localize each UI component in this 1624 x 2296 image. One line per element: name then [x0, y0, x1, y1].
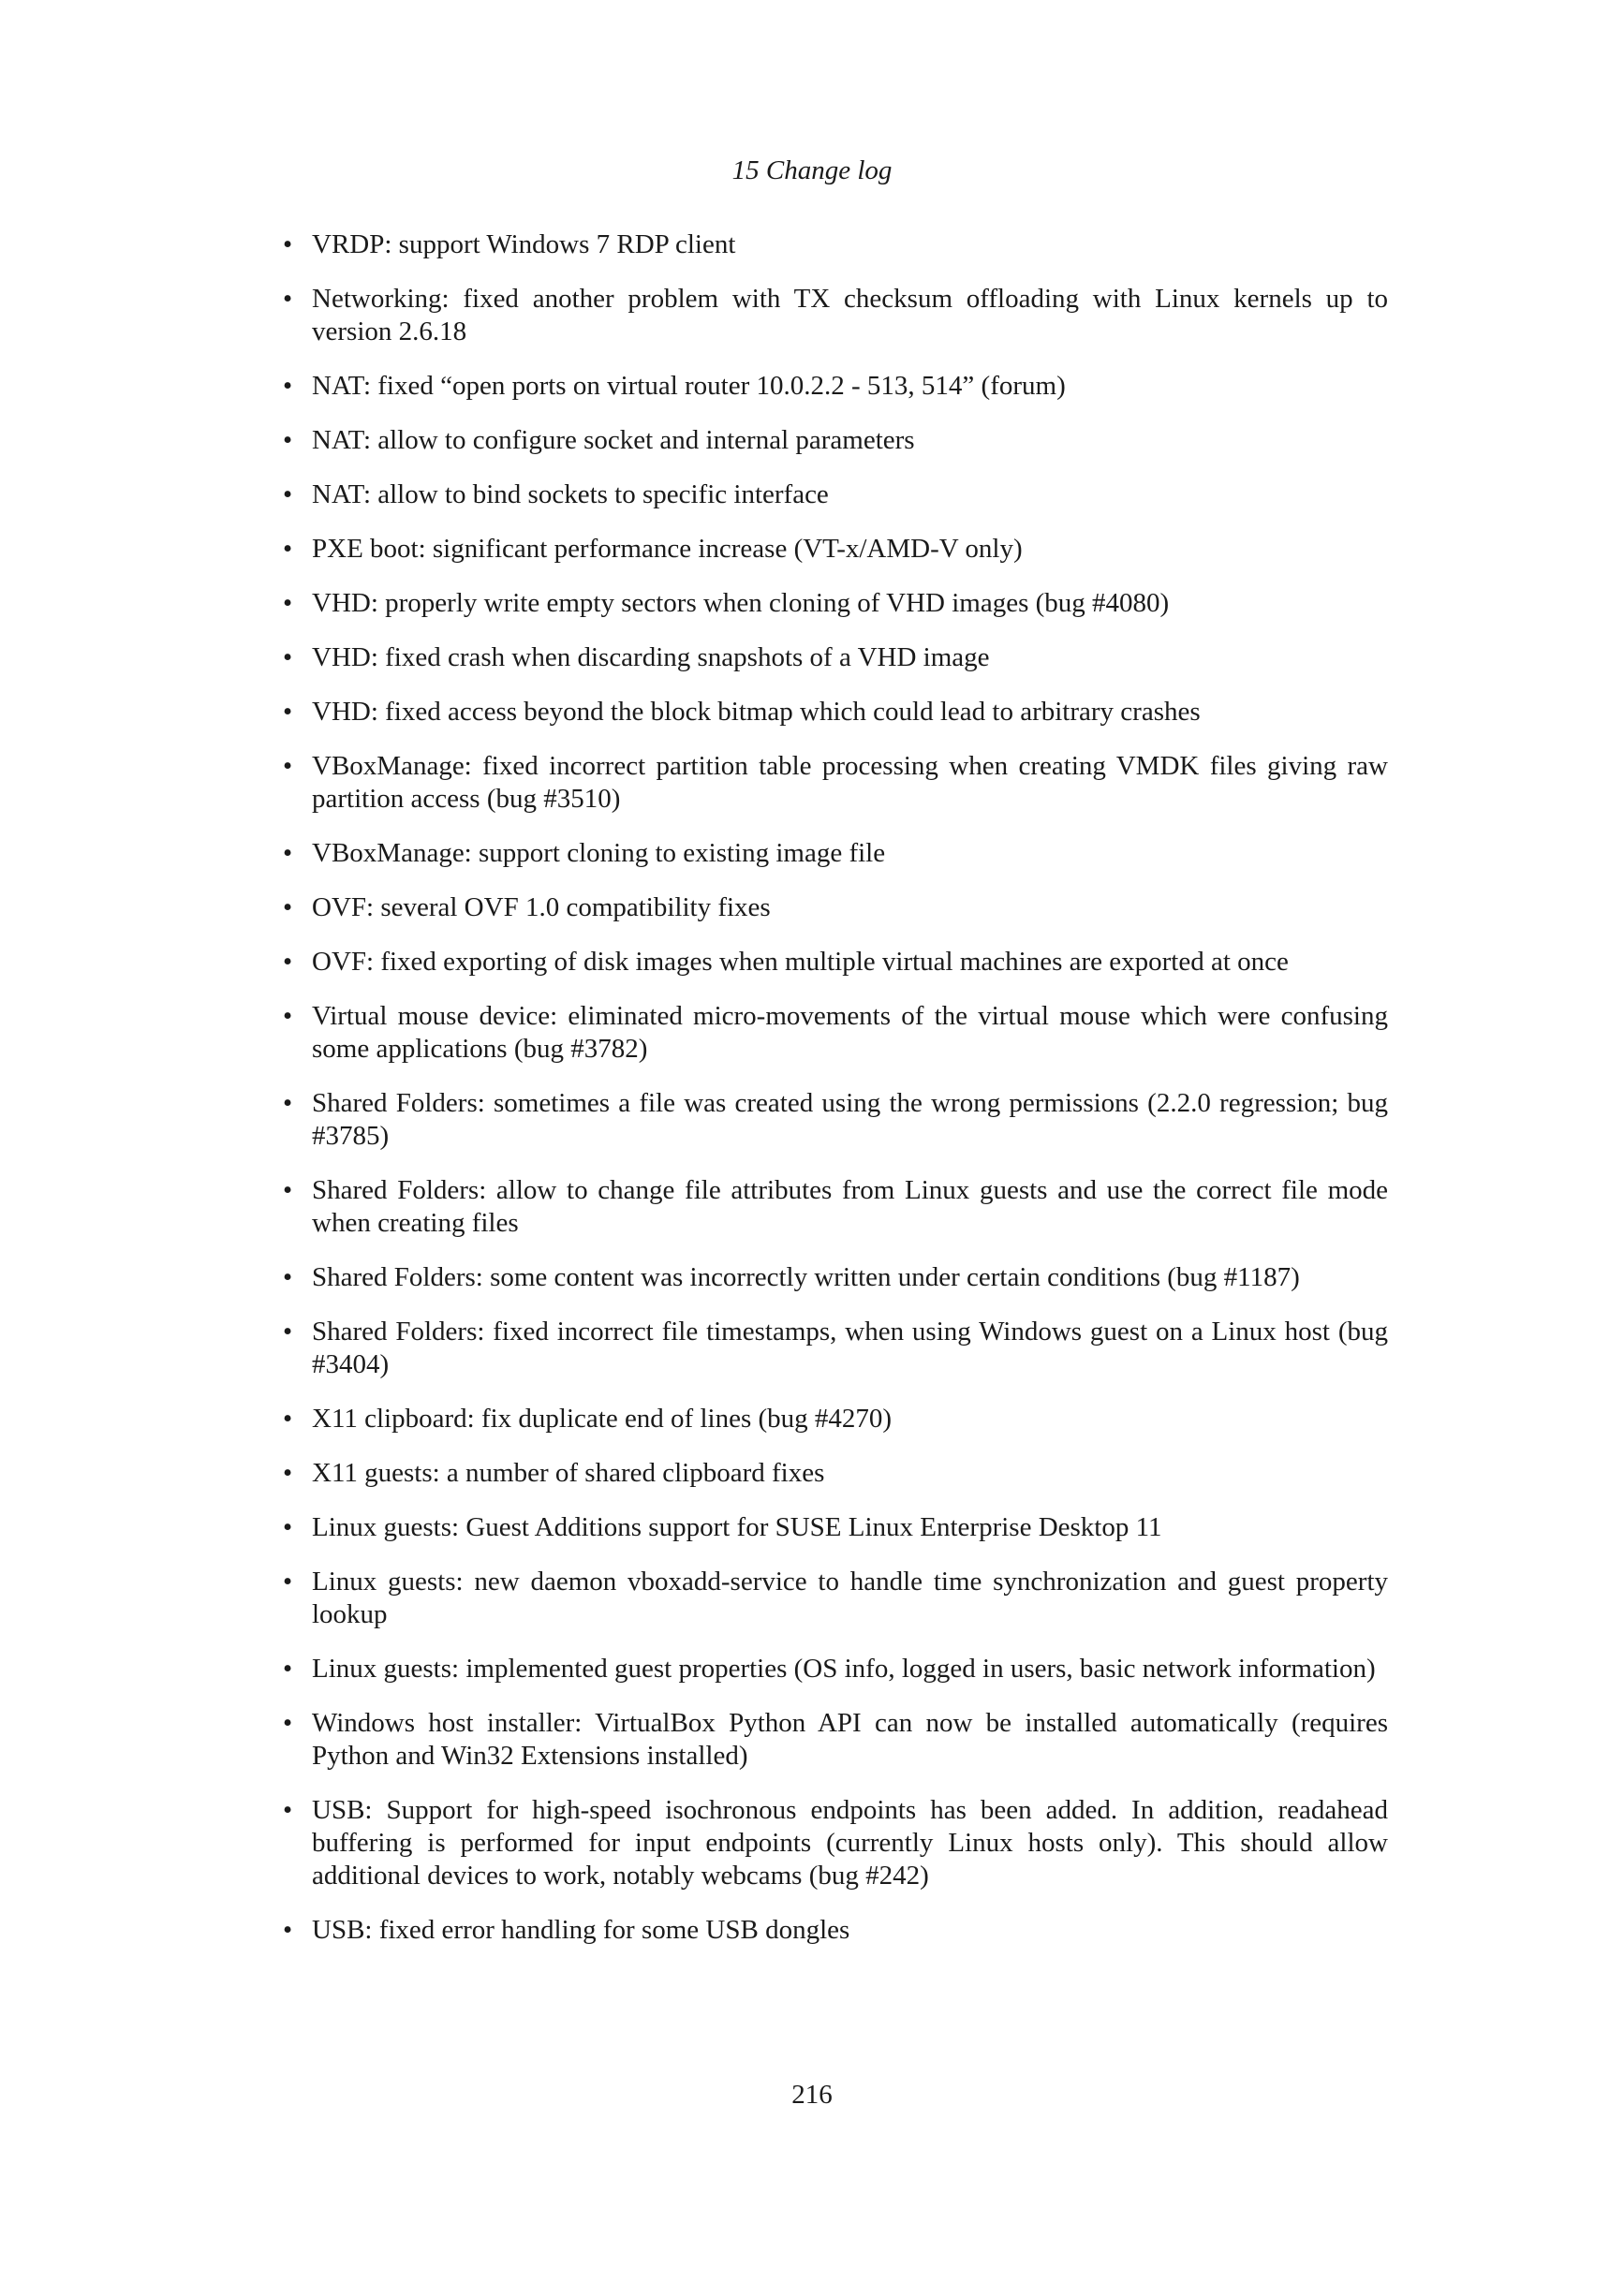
changelog-entry: • Linux guests: Guest Additions support for SUSE Linux Enterprise Desktop 11	[283, 1511, 1388, 1544]
changelog-entry: • VBoxManage: support cloning to existing image file	[283, 837, 1388, 870]
changelog-entry: • Shared Folders: some content was incorrectly written under certain conditions (bug #1187)	[283, 1261, 1388, 1294]
changelog-entry: • Shared Folders: fixed incorrect file timestamps, when using Windows guest on a Linux host (bug #3404)	[283, 1316, 1388, 1381]
changelog-entry: • Shared Folders: sometimes a file was created using the wrong permissions (2.2.0 regression; bug #3785)	[283, 1087, 1388, 1153]
changelog-entry: • VHD: fixed crash when discarding snapshots of a VHD image	[283, 641, 1388, 674]
changelog-entry: • Networking: fixed another problem with TX checksum offloading with Linux kernels up to version 2.6.18	[283, 283, 1388, 348]
changelog-entry: • NAT: allow to bind sockets to specific interface	[283, 478, 1388, 511]
changelog-entry: • VBoxManage: fixed incorrect partition table processing when creating VMDK files giving raw partition access (bug #3510)	[283, 750, 1388, 816]
changelog-entry: • VHD: properly write empty sectors when cloning of VHD images (bug #4080)	[283, 587, 1388, 620]
changelog-entry: • OVF: several OVF 1.0 compatibility fixes	[283, 891, 1388, 924]
changelog-entry: • Linux guests: new daemon vboxadd-service to handle time synchronization and guest property lookup	[283, 1566, 1388, 1631]
changelog-entry: • USB: fixed error handling for some USB dongles	[283, 1914, 1388, 1947]
changelog-entry: • Shared Folders: allow to change file attributes from Linux guests and use the correct file mode when creating files	[283, 1174, 1388, 1240]
changelog-entry: • Virtual mouse device: eliminated micro-movements of the virtual mouse which were confusing some applications (bug #3782)	[283, 1000, 1388, 1066]
changelog-entry: • OVF: fixed exporting of disk images when multiple virtual machines are exported at once	[283, 946, 1388, 979]
changelog-entry: • PXE boot: significant performance increase (VT-x/AMD-V only)	[283, 533, 1388, 566]
changelog-entry: • X11 clipboard: fix duplicate end of lines (bug #4270)	[283, 1403, 1388, 1435]
changelog-entry: • Windows host installer: VirtualBox Python API can now be installed automatically (requires Python and Win32 Extensions installed)	[283, 1707, 1388, 1773]
changelog-entry: • Linux guests: implemented guest properties (OS info, logged in users, basic network information)	[283, 1653, 1388, 1685]
changelog-list	[283, 228, 1388, 1968]
changelog-entry: • USB: Support for high-speed isochronous endpoints has been added. In addition, readahead buffering is performed for input endpoints (currently Linux hosts only). This should allow additional devices to work, notably webcams (bug #242)	[283, 1794, 1388, 1892]
changelog-entry: • VHD: fixed access beyond the block bitmap which could lead to arbitrary crashes	[283, 696, 1388, 729]
page-number: 216	[791, 2080, 833, 2110]
changelog-entry: • NAT: fixed “open ports on virtual router 10.0.2.2 - 513, 514” (forum)	[283, 370, 1388, 403]
changelog-entry: • NAT: allow to configure socket and internal parameters	[283, 424, 1388, 457]
changelog-entry: • X11 guests: a number of shared clipboard fixes	[283, 1457, 1388, 1490]
running-header: 15 Change log	[731, 155, 893, 185]
changelog-entry: • VRDP: support Windows 7 RDP client	[283, 228, 1388, 261]
